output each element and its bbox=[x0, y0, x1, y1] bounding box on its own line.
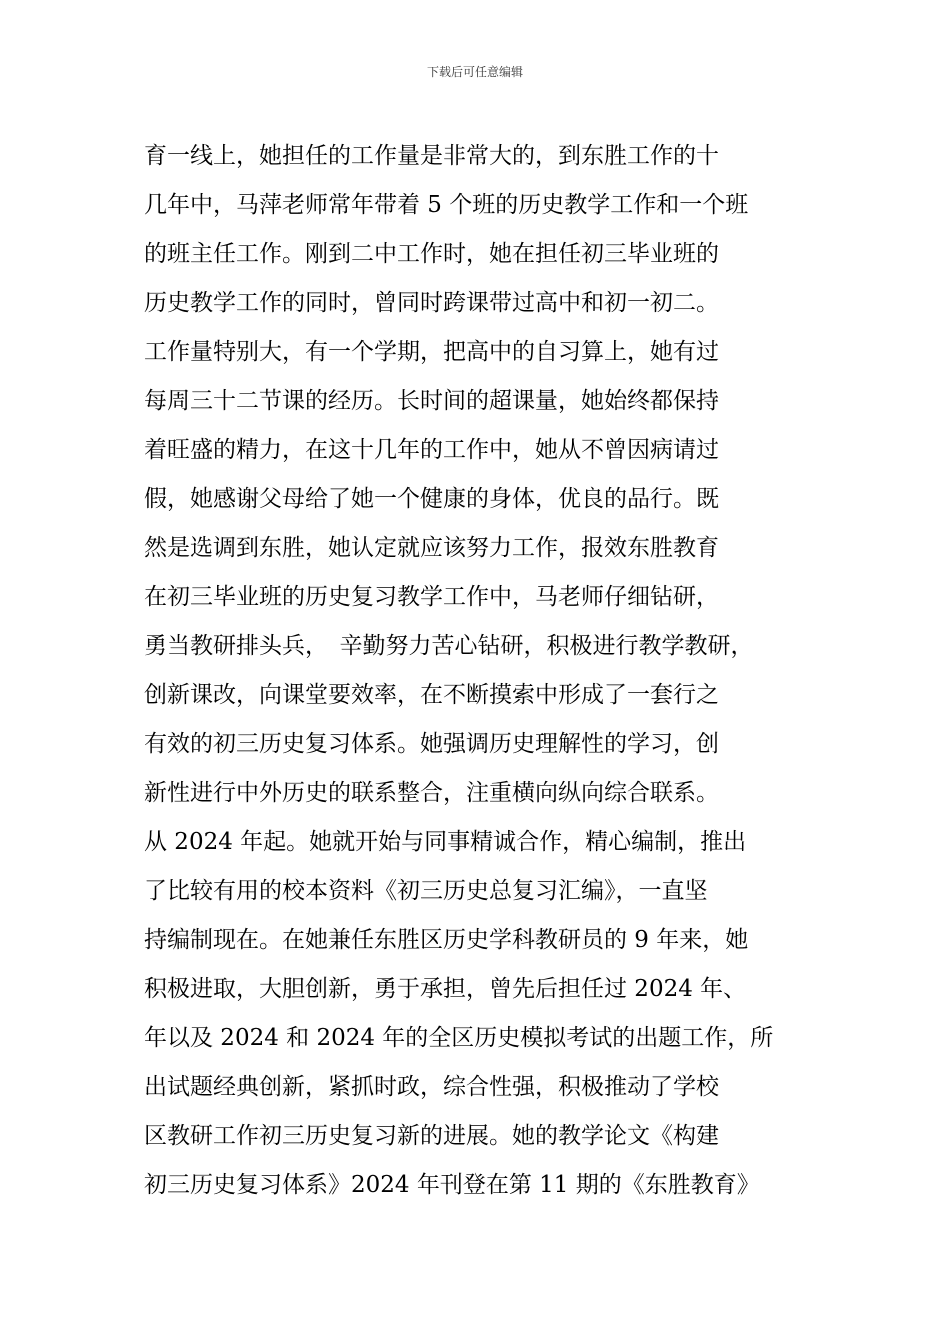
text-line: 在初三毕业班的历史复习教学工作中，马老师仔细钻研， bbox=[144, 584, 719, 610]
text-line: 然是选调到东胜，她认定就应该努力工作，报效东胜教育 bbox=[144, 535, 719, 561]
text-line: 区教研工作初三历史复习新的进展。她的教学论文《构建 bbox=[144, 1123, 719, 1149]
page-header-note: 下载后可任意编辑 bbox=[426, 65, 523, 79]
text-line: 创新课改，向课堂要效率，在不断摸索中形成了一套行之 bbox=[144, 682, 719, 708]
body-text bbox=[144, 132, 834, 1210]
text-line: 工作量特别大，有一个学期，把高中的自习算上，她有过 bbox=[144, 339, 719, 365]
text-line: 年以及 2024 和 2024 年的全区历史模拟考试的出题工作，所 bbox=[144, 1025, 774, 1051]
text-line: 积极进取，大胆创新，勇于承担，曾先后担任过 2024 年、 bbox=[144, 976, 747, 1002]
text-line: 着旺盛的精力，在这十几年的工作中，她从不曾因病请过 bbox=[144, 437, 719, 463]
text-line: 初三历史复习体系》2024 年刊登在第 11 期的《东胜教育》 bbox=[144, 1172, 760, 1198]
text-line: 勇当教研排头兵， 辛勤努力苦心钻研，积极进行教学教研， bbox=[144, 633, 754, 659]
text-line: 新性进行中外历史的联系整合，注重横向纵向综合联系。 bbox=[144, 780, 719, 806]
text-line: 有效的初三历史复习体系。她强调历史理解性的学习，创 bbox=[144, 731, 719, 757]
text-line: 持编制现在。在她兼任东胜区历史学科教研员的 9 年来，她 bbox=[144, 927, 749, 953]
text-line: 每周三十二节课的经历。长时间的超课量，她始终都保持 bbox=[144, 388, 719, 414]
text-line: 出试题经典创新，紧抓时政，综合性强，积极推动了学校 bbox=[144, 1074, 719, 1100]
text-line: 了比较有用的校本资料《初三历史总复习汇编》，一直坚 bbox=[144, 878, 708, 904]
text-line: 历史教学工作的同时，曾同时跨课带过高中和初一初二。 bbox=[144, 290, 719, 316]
text-line: 假，她感谢父母给了她一个健康的身体，优良的品行。既 bbox=[144, 486, 719, 512]
text-line: 育一线上，她担任的工作量是非常大的，到东胜工作的十 bbox=[144, 143, 719, 169]
text-line: 几年中，马萍老师常年带着 5 个班的历史教学工作和一个班 bbox=[144, 192, 749, 218]
text-line: 从 2024 年起。她就开始与同事精诚合作，精心编制，推出 bbox=[144, 829, 747, 855]
text-line: 的班主任工作。刚到二中工作时，她在担任初三毕业班的 bbox=[144, 241, 719, 267]
